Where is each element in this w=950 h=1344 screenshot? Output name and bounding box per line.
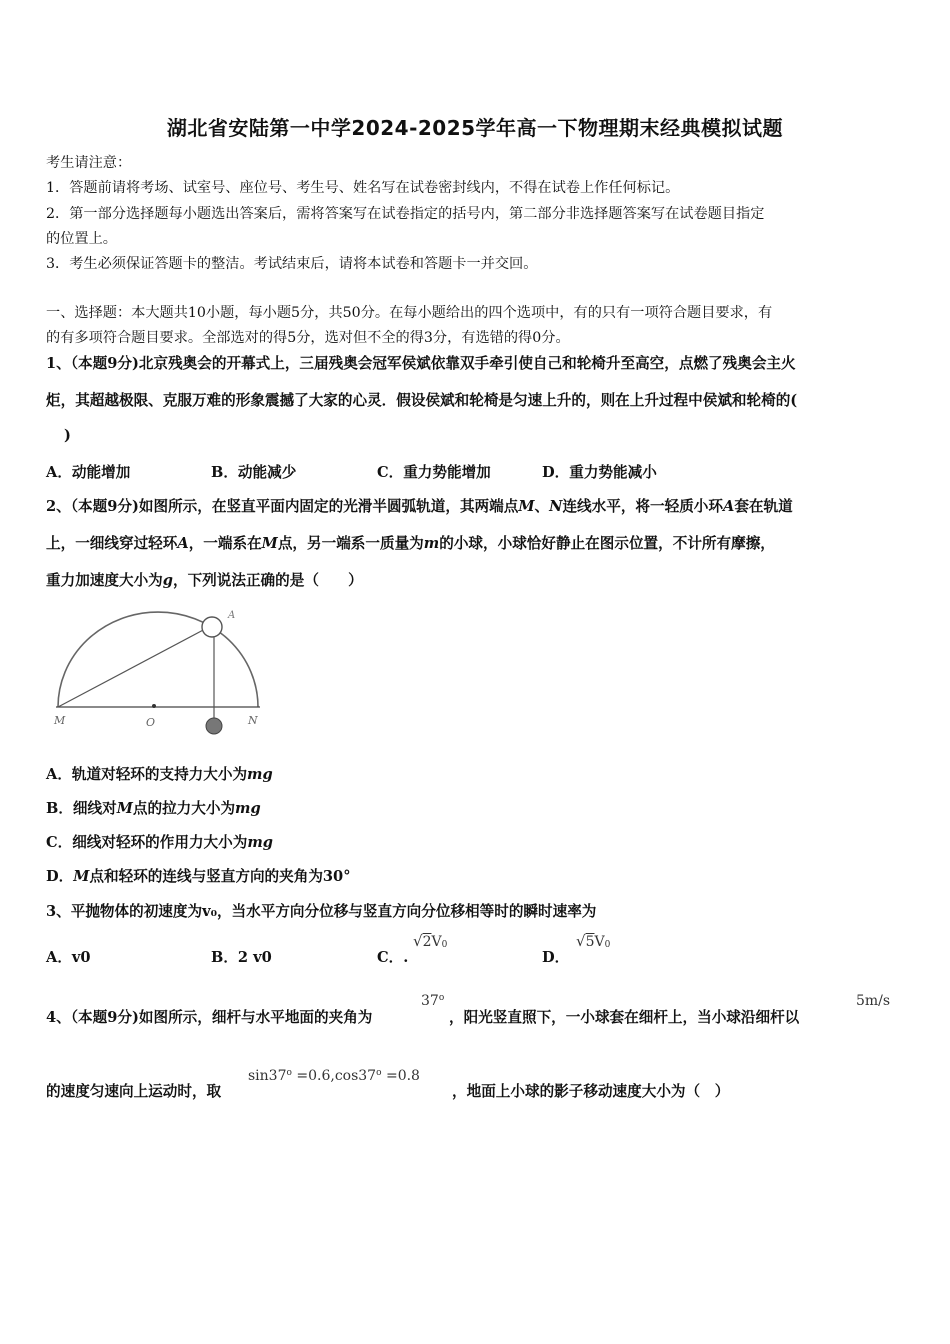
q3-option-c-formula: √2V0 [413,932,448,950]
label-m: M [54,714,66,727]
notice-heading: 考生请注意： [46,155,132,171]
q2-option-b: B．细线对M点的拉力大小为mg [46,800,261,817]
q2-option-a: A．轨道对轻环的支持力大小为mg [46,766,273,783]
q3-option-c: C．. [377,949,409,966]
center-point-o [152,704,156,708]
q4-trig-values: $\sin 37^o =0.6,\cos 37^o =0.8$ [248,1068,420,1084]
light-ring [202,617,222,637]
q1-stem-line1: 1、（本题9分)北京残奥会的开幕式上，三届残奥会冠军侯斌依靠双手牵引使自己和轮椅升至高空，点燃了残奥会主火 [46,355,796,372]
q3-option-d-formula: √5V0 [576,932,611,950]
section-heading-line1: 一、选择题：本大题共10小题，每小题5分，共50分。在每小题给出的四个选项中，有的只有一项符合题目要求，有 [46,305,773,321]
label-n: N [248,714,258,727]
q4-stem-line1-b: ，阳光竖直照下，一小球套在细杆上，当小球沿细杆以 [449,1009,800,1026]
q1-option-d: D．重力势能减小 [542,464,657,481]
q1-option-b: B．动能减少 [211,464,297,481]
q3-option-a: A．v0 [46,949,91,966]
label-o: O [146,716,156,729]
q2-stem-line2: 上，一细线穿过轻环A，一端系在M点，另一端系一质量为m的小球，小球恰好静止在图示位置，不计所有摩擦， [46,535,775,552]
notice-item-2-cont: 的位置上。 [46,231,117,247]
q4-stem-line2-a: 的速度匀速向上运动时，取 [46,1083,222,1100]
q4-stem-line1-a: 4、（本题9分)如图所示，细杆与水平地面的夹角为 [46,1009,373,1026]
q1-option-c: C．重力势能增加 [377,464,491,481]
q3-option-b: B．2 v0 [211,949,272,966]
q2-option-c: C．细线对轻环的作用力大小为mg [46,834,273,851]
label-a: A [228,610,236,621]
q3-stem: 3、平抛物体的初速度为v₀，当水平方向分位移与竖直方向分位移相等时的瞬时速率为 [46,903,597,920]
notice-item-2: 2．第一部分选择题每小题选出答案后，需将答案写在试卷指定的括号内，第二部分非选择题答案写在试卷题目指定 [46,206,765,222]
q1-stem-line2: 炬，其超越极限、克服万难的形象震撼了大家的心灵．假设侯斌和轮椅是匀速上升的，则在上升过程中侯斌和轮椅的( [46,392,798,409]
q2-figure [50,604,270,744]
q2-stem-line1: 2、（本题9分)如图所示，在竖直平面内固定的光滑半圆弧轨道，其两端点M、N连线水平，将一轻质小环A套在轨道 [46,498,793,515]
notice-item-3: 3．考生必须保证答题卡的整洁。考试结束后，请将本试卷和答题卡一并交回。 [46,256,538,272]
string-m-to-ring [58,628,207,707]
section-heading-line2: 的有多项符合题目要求。全部选对的得5分，选对但不全的得3分，有选错的得0分。 [46,330,570,346]
q1-option-a: A．动能增加 [46,464,131,481]
q4-stem-line2-b: ，地面上小球的影子移动速度大小为（ ） [452,1083,730,1100]
q3-option-d: D． [542,949,570,966]
q2-option-d: D．M点和轻环的连线与竖直方向的夹角为30° [46,868,351,885]
q4-speed: 5m/s [856,993,891,1009]
semicircle-track [58,612,258,707]
hanging-ball [206,718,222,734]
notice-item-1: 1．答题前请将考场、试室号、座位号、考生号、姓名写在试卷密封线内，不得在试卷上作任何标记。 [46,180,680,196]
page-title: 湖北省安陆第一中学2024-2025学年高一下物理期末经典模拟试题 [166,116,784,140]
q2-stem-line3: 重力加速度大小为g，下列说法正确的是（ ） [46,572,363,589]
q4-angle: 37$^o$ [421,993,445,1009]
q1-stem-line3: ) [64,427,71,444]
